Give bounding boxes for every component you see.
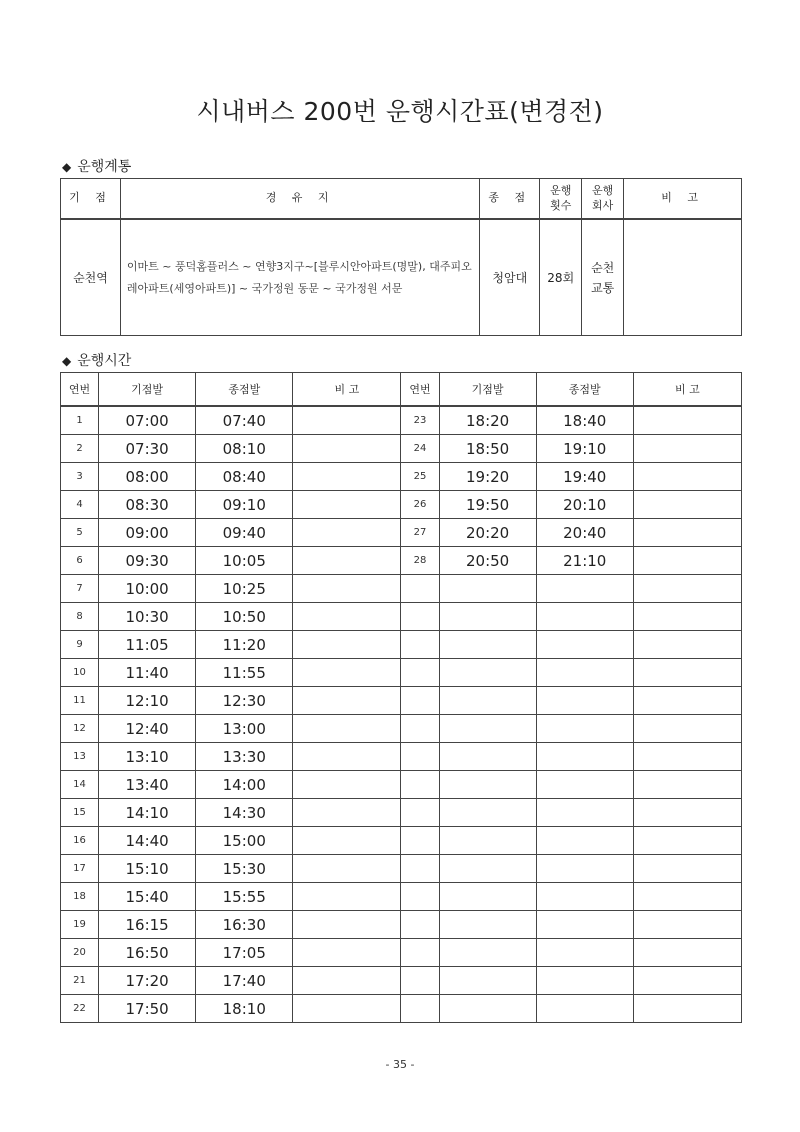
trip-number: 27 [401, 519, 439, 547]
terminal-departure-empty [536, 799, 633, 827]
origin-departure: 07:30 [99, 435, 196, 463]
trip-number: 19 [61, 911, 99, 939]
schedule-row [61, 911, 742, 939]
route-company: 순천 교통 [582, 219, 624, 336]
schedule-row [61, 575, 742, 603]
note-cell [293, 827, 401, 855]
origin-departure-empty [439, 911, 536, 939]
terminal-departure-empty [536, 939, 633, 967]
origin-departure-empty [439, 659, 536, 687]
terminal-departure: 11:55 [196, 659, 293, 687]
trip-number-empty [401, 967, 439, 995]
note-cell [293, 911, 401, 939]
origin-departure: 20:20 [439, 519, 536, 547]
note-cell [633, 575, 741, 603]
terminal-departure-empty [536, 855, 633, 883]
terminal-departure: 15:00 [196, 827, 293, 855]
terminal-departure: 09:40 [196, 519, 293, 547]
terminal-departure-empty [536, 743, 633, 771]
trip-number: 28 [401, 547, 439, 575]
schedule-row [61, 771, 742, 799]
terminal-departure: 10:25 [196, 575, 293, 603]
route-header-row [61, 179, 742, 220]
note-cell [633, 827, 741, 855]
route-header-terminal: 종 점 [480, 179, 540, 220]
terminal-departure-empty [536, 967, 633, 995]
trip-number: 14 [61, 771, 99, 799]
trip-number: 25 [401, 463, 439, 491]
trip-number-empty [401, 575, 439, 603]
note-cell [293, 967, 401, 995]
note-cell [293, 406, 401, 435]
terminal-departure: 14:30 [196, 799, 293, 827]
origin-departure: 16:15 [99, 911, 196, 939]
schedule-row [61, 435, 742, 463]
terminal-departure: 16:30 [196, 911, 293, 939]
terminal-departure: 14:00 [196, 771, 293, 799]
note-cell [293, 659, 401, 687]
route-origin: 순천역 [61, 219, 121, 336]
note-cell [293, 631, 401, 659]
trip-number: 1 [61, 406, 99, 435]
note-cell [633, 519, 741, 547]
origin-departure: 15:40 [99, 883, 196, 911]
trip-number-empty [401, 631, 439, 659]
note-cell [293, 939, 401, 967]
route-via: 이마트 ~ 풍덕홈플러스 ~ 연향3지구~[블루시안아파트(명말), 대주피오레아파트(세영아파트)] ~ 국가정원 동문 ~ 국가정원 서문 [120, 219, 479, 336]
note-cell [633, 631, 741, 659]
origin-departure-empty [439, 939, 536, 967]
schedule-row [61, 631, 742, 659]
origin-departure-empty [439, 827, 536, 855]
schedule-header-note-left: 비 고 [293, 373, 401, 407]
origin-departure: 09:30 [99, 547, 196, 575]
note-cell [633, 743, 741, 771]
note-cell [633, 771, 741, 799]
route-header-note: 비 고 [624, 179, 742, 220]
trip-number: 18 [61, 883, 99, 911]
origin-departure: 19:20 [439, 463, 536, 491]
origin-departure-empty [439, 631, 536, 659]
section-times-heading [62, 350, 131, 370]
note-cell [293, 743, 401, 771]
trip-number-empty [401, 715, 439, 743]
terminal-departure: 10:50 [196, 603, 293, 631]
origin-departure: 18:20 [439, 406, 536, 435]
origin-departure: 14:10 [99, 799, 196, 827]
origin-departure-empty [439, 855, 536, 883]
note-cell [633, 406, 741, 435]
terminal-departure: 20:10 [536, 491, 633, 519]
origin-departure: 10:00 [99, 575, 196, 603]
note-cell [633, 687, 741, 715]
note-cell [293, 463, 401, 491]
note-cell [633, 715, 741, 743]
terminal-departure-empty [536, 687, 633, 715]
note-cell [293, 603, 401, 631]
route-terminal: 청암대 [480, 219, 540, 336]
note-cell [633, 995, 741, 1023]
origin-departure: 17:50 [99, 995, 196, 1023]
trip-number: 3 [61, 463, 99, 491]
route-header-origin: 기 점 [61, 179, 121, 220]
trip-number: 8 [61, 603, 99, 631]
trip-number: 7 [61, 575, 99, 603]
schedule-row [61, 855, 742, 883]
trip-number-empty [401, 883, 439, 911]
origin-departure: 11:05 [99, 631, 196, 659]
trip-number: 17 [61, 855, 99, 883]
origin-departure: 08:00 [99, 463, 196, 491]
origin-departure: 10:30 [99, 603, 196, 631]
trip-number-empty [401, 939, 439, 967]
trip-number-empty [401, 911, 439, 939]
origin-departure: 19:50 [439, 491, 536, 519]
note-cell [293, 715, 401, 743]
schedule-header-return-right: 종점발 [536, 373, 633, 407]
note-cell [293, 519, 401, 547]
trip-number: 5 [61, 519, 99, 547]
origin-departure-empty [439, 883, 536, 911]
schedule-row [61, 743, 742, 771]
terminal-departure: 08:10 [196, 435, 293, 463]
terminal-departure: 17:05 [196, 939, 293, 967]
note-cell [633, 855, 741, 883]
schedule-row [61, 939, 742, 967]
terminal-departure: 20:40 [536, 519, 633, 547]
trip-number: 16 [61, 827, 99, 855]
terminal-departure: 18:40 [536, 406, 633, 435]
trip-number: 20 [61, 939, 99, 967]
trip-number: 10 [61, 659, 99, 687]
section-times-label: 운행시간 [77, 353, 132, 369]
terminal-departure: 09:10 [196, 491, 293, 519]
trip-number: 11 [61, 687, 99, 715]
origin-departure-empty [439, 603, 536, 631]
trip-number: 13 [61, 743, 99, 771]
note-cell [633, 491, 741, 519]
schedule-table [60, 372, 742, 1023]
trip-number-empty [401, 995, 439, 1023]
trip-number: 12 [61, 715, 99, 743]
note-cell [293, 771, 401, 799]
terminal-departure-empty [536, 911, 633, 939]
schedule-row [61, 799, 742, 827]
terminal-departure-empty [536, 575, 633, 603]
trip-number: 24 [401, 435, 439, 463]
trip-number: 6 [61, 547, 99, 575]
terminal-departure: 13:30 [196, 743, 293, 771]
schedule-row [61, 547, 742, 575]
note-cell [293, 855, 401, 883]
trip-number: 22 [61, 995, 99, 1023]
terminal-departure-empty [536, 715, 633, 743]
note-cell [633, 939, 741, 967]
schedule-row [61, 519, 742, 547]
schedule-row [61, 463, 742, 491]
route-header-via: 경 유 지 [120, 179, 479, 220]
schedule-row [61, 883, 742, 911]
schedule-row [61, 406, 742, 435]
terminal-departure: 21:10 [536, 547, 633, 575]
schedule-row [61, 491, 742, 519]
trip-number: 15 [61, 799, 99, 827]
terminal-departure: 07:40 [196, 406, 293, 435]
trip-number-empty [401, 799, 439, 827]
note-cell [293, 435, 401, 463]
origin-departure-empty [439, 967, 536, 995]
terminal-departure: 13:00 [196, 715, 293, 743]
origin-departure: 15:10 [99, 855, 196, 883]
schedule-row [61, 995, 742, 1023]
origin-departure-empty [439, 743, 536, 771]
origin-departure: 09:00 [99, 519, 196, 547]
schedule-row [61, 603, 742, 631]
origin-departure-empty [439, 995, 536, 1023]
route-header-count: 운행 횟수 [540, 179, 582, 220]
note-cell [293, 491, 401, 519]
schedule-row [61, 715, 742, 743]
terminal-departure: 19:40 [536, 463, 633, 491]
origin-departure: 18:50 [439, 435, 536, 463]
terminal-departure: 10:05 [196, 547, 293, 575]
terminal-departure-empty [536, 883, 633, 911]
note-cell [293, 687, 401, 715]
trip-number-empty [401, 687, 439, 715]
note-cell [293, 575, 401, 603]
terminal-departure-empty [536, 659, 633, 687]
note-cell [293, 547, 401, 575]
note-cell [633, 659, 741, 687]
origin-departure: 12:40 [99, 715, 196, 743]
terminal-departure: 18:10 [196, 995, 293, 1023]
terminal-departure-empty [536, 771, 633, 799]
trip-number: 4 [61, 491, 99, 519]
schedule-row [61, 659, 742, 687]
note-cell [633, 911, 741, 939]
trip-number-empty [401, 603, 439, 631]
origin-departure-empty [439, 715, 536, 743]
terminal-departure: 17:40 [196, 967, 293, 995]
route-row [61, 219, 742, 336]
trip-number: 26 [401, 491, 439, 519]
diamond-bullet-icon: ◆ [62, 160, 72, 174]
note-cell [633, 799, 741, 827]
schedule-header-no-right: 연번 [401, 373, 439, 407]
section-route-heading [62, 156, 131, 176]
route-count: 28회 [540, 219, 582, 336]
terminal-departure: 15:30 [196, 855, 293, 883]
schedule-header-row [61, 373, 742, 407]
schedule-header-depart-right: 기점발 [439, 373, 536, 407]
origin-departure: 13:10 [99, 743, 196, 771]
schedule-row [61, 967, 742, 995]
terminal-departure: 19:10 [536, 435, 633, 463]
schedule-header-note-right: 비 고 [633, 373, 741, 407]
trip-number-empty [401, 659, 439, 687]
trip-number: 9 [61, 631, 99, 659]
origin-departure: 12:10 [99, 687, 196, 715]
origin-departure: 11:40 [99, 659, 196, 687]
trip-number: 23 [401, 406, 439, 435]
note-cell [633, 463, 741, 491]
origin-departure: 20:50 [439, 547, 536, 575]
origin-departure: 13:40 [99, 771, 196, 799]
terminal-departure-empty [536, 631, 633, 659]
note-cell [633, 967, 741, 995]
note-cell [633, 883, 741, 911]
diamond-bullet-icon: ◆ [62, 354, 72, 368]
note-cell [633, 603, 741, 631]
terminal-departure: 15:55 [196, 883, 293, 911]
trip-number: 21 [61, 967, 99, 995]
trip-number-empty [401, 827, 439, 855]
section-route-label: 운행계통 [77, 159, 132, 175]
note-cell [293, 883, 401, 911]
route-header-company: 운행 회사 [582, 179, 624, 220]
origin-departure: 16:50 [99, 939, 196, 967]
schedule-header-return-left: 종점발 [196, 373, 293, 407]
route-note [624, 219, 742, 336]
origin-departure: 08:30 [99, 491, 196, 519]
note-cell [633, 435, 741, 463]
terminal-departure: 08:40 [196, 463, 293, 491]
terminal-departure-empty [536, 995, 633, 1023]
origin-departure-empty [439, 575, 536, 603]
origin-departure: 14:40 [99, 827, 196, 855]
terminal-departure: 11:20 [196, 631, 293, 659]
note-cell [293, 995, 401, 1023]
note-cell [293, 799, 401, 827]
terminal-departure-empty [536, 603, 633, 631]
origin-departure: 17:20 [99, 967, 196, 995]
origin-departure-empty [439, 799, 536, 827]
origin-departure: 07:00 [99, 406, 196, 435]
trip-number: 2 [61, 435, 99, 463]
schedule-header-depart-left: 기점발 [99, 373, 196, 407]
page-number: - 35 - [385, 1058, 415, 1071]
trip-number-empty [401, 771, 439, 799]
schedule-row [61, 827, 742, 855]
trip-number-empty [401, 855, 439, 883]
route-table [60, 178, 742, 336]
page-title: 시내버스 200번 운행시간표(변경전) [196, 97, 604, 126]
origin-departure-empty [439, 771, 536, 799]
terminal-departure: 12:30 [196, 687, 293, 715]
note-cell [633, 547, 741, 575]
schedule-header-no-left: 연번 [61, 373, 99, 407]
terminal-departure-empty [536, 827, 633, 855]
origin-departure-empty [439, 687, 536, 715]
trip-number-empty [401, 743, 439, 771]
schedule-row [61, 687, 742, 715]
